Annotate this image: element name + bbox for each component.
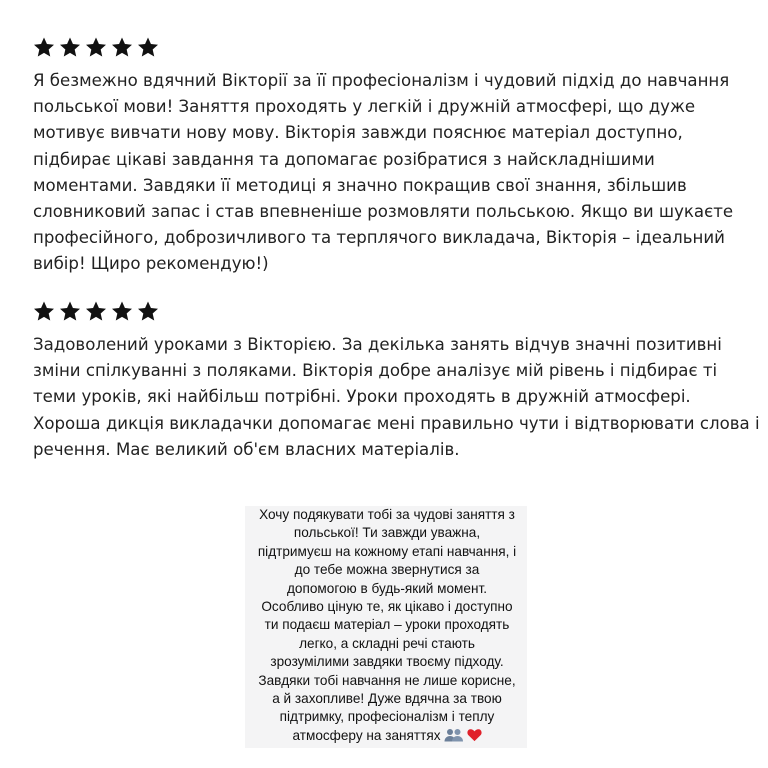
message-line: підтримуєш на кожному етапі навчання, і	[257, 543, 517, 559]
star-icon	[59, 300, 81, 322]
message-line: польської! Ти завжди уважна,	[293, 525, 481, 541]
message-line: підтримку, професіоналізм і теплу	[279, 709, 495, 725]
message-line: зрозумілими завдяки твоєму підходу.	[270, 654, 504, 670]
review-text: Я безмежно вдячний Вікторії за її професіоналізм і чудовий підхід до навчання польської мови! Заняття проходять у легкій і дружній атмосфері, що дуже мотивує вивчати нову мову. Вікторія завжди пояснює матеріал доступно, підбирає цікаві завдання та допомагає розібратися з найскладнішими моментами. Завдяки її методиці я значно покращив свої знання, збільшив словниковий запас і став впевненіше розмовляти польською. Якщо ви шукаєте професійного, доброзичливого та терплячого викладача, Вікторія – ідеальний вибір! Щиро рекомендую!)	[33, 71, 734, 274]
star-icon	[111, 36, 133, 58]
red-heart-icon	[467, 728, 482, 747]
star-icon	[137, 36, 159, 58]
message-line-last	[251, 727, 523, 747]
star-icon	[59, 36, 81, 58]
message-line: допомогою в будь-який момент.	[287, 580, 487, 596]
message-line: ти подаєш матеріал – уроки проходять	[264, 617, 510, 633]
busts-in-silhouette-icon	[444, 728, 464, 747]
review-card	[33, 296, 761, 463]
message-line: Особливо ціную те, як цікаво і доступно	[261, 599, 513, 615]
review-text: Задоволений уроками з Вікторією. За декілька занять відчув значні позитивні зміни спілкуванні з поляками. Вікторія добре аналізує мій рівень і підбирає ті теми уроків, які найбільш потрібні. Уроки проходять в дружній атмосфері. Хороша дикція викладачки допомагає мені правильно чути і відтворювати слова і речення. Має великий об'єм власних матеріалів.	[33, 335, 760, 459]
star-rating	[33, 32, 761, 62]
message-text	[251, 506, 523, 747]
review-card	[33, 32, 761, 278]
message-line-text: атмосферу на заняттях	[292, 727, 441, 743]
message-line: а й захопливе! Дуже вдячна за твою	[272, 691, 502, 707]
star-icon	[85, 36, 107, 58]
message-line: до тебе можна звернутися за	[294, 562, 480, 578]
message-line: Хочу подякувати тобі за чудові заняття з	[259, 507, 515, 522]
message-line: Завдяки тобі навчання не лише корисне,	[258, 672, 516, 688]
star-rating	[33, 296, 761, 326]
star-icon	[33, 36, 55, 58]
star-icon	[85, 300, 107, 322]
message-screenshot	[245, 506, 527, 748]
star-icon	[33, 300, 55, 322]
star-icon	[111, 300, 133, 322]
message-line: легко, а складні речі стають	[299, 635, 475, 651]
star-icon	[137, 300, 159, 322]
